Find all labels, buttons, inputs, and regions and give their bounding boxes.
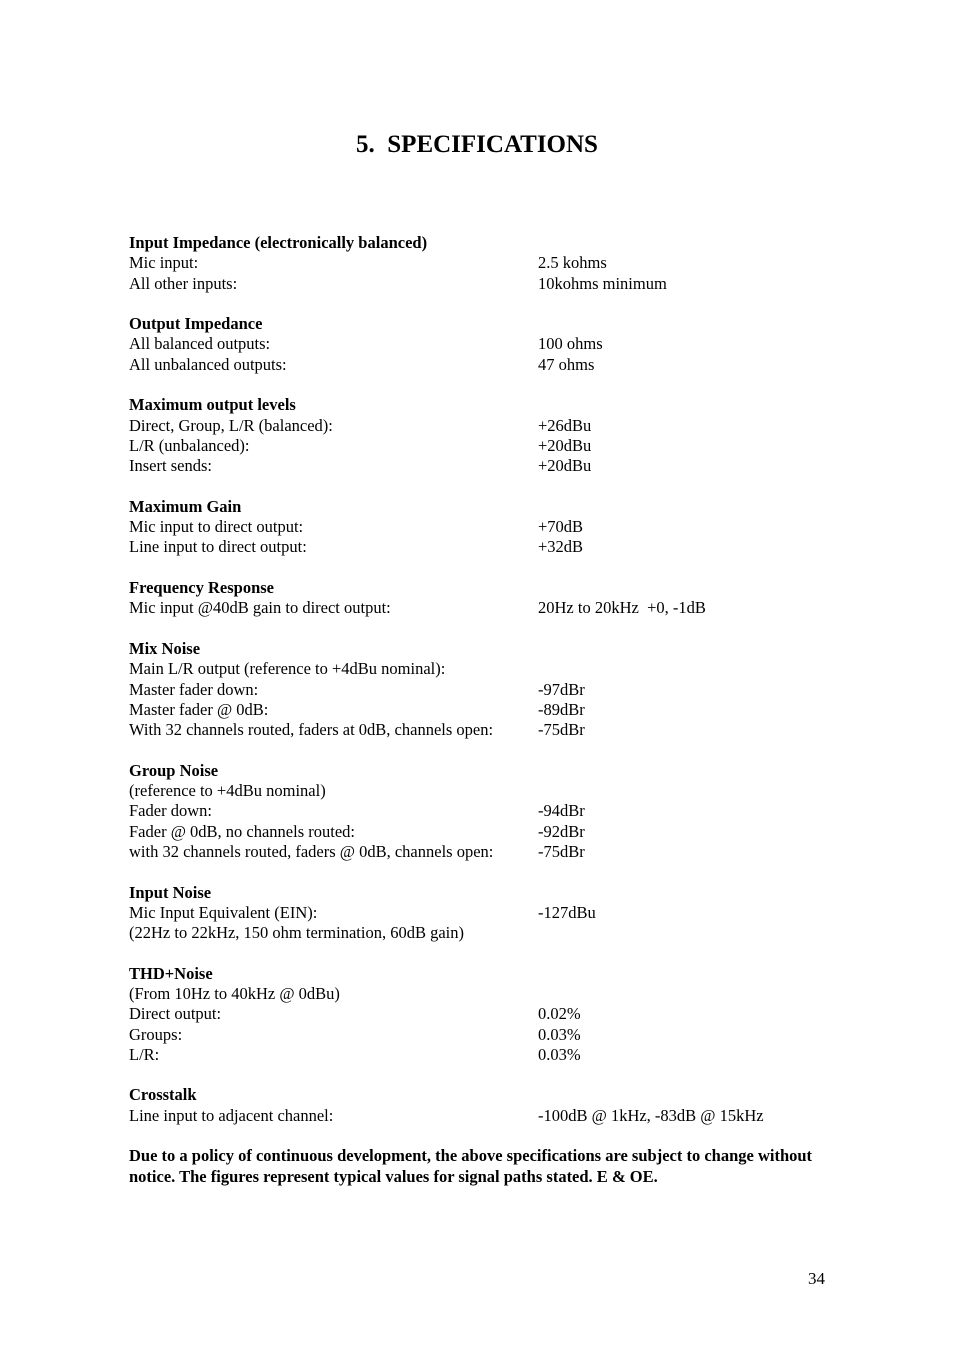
section-heading: Frequency Response <box>129 578 274 598</box>
spec-value: +26dBu <box>538 415 592 435</box>
spec-section <box>129 578 829 619</box>
spec-row <box>129 436 829 456</box>
spec-row <box>129 537 829 557</box>
section-heading: Output Impedance <box>129 314 263 334</box>
spec-row <box>129 822 829 842</box>
page-title: 5. SPECIFICATIONS <box>356 131 598 158</box>
spec-row <box>129 456 829 476</box>
spec-row <box>129 355 829 375</box>
spec-label: with 32 channels routed, faders @ 0dB, channels open: <box>129 841 494 861</box>
spec-value: 20Hz to 20kHz +0, -1dB <box>538 598 706 618</box>
spec-value: +20dBu <box>538 435 592 455</box>
spec-section <box>129 964 829 1065</box>
spec-value: +70dB <box>538 517 584 537</box>
spec-value: -75dBr <box>538 720 585 740</box>
spec-section <box>129 883 829 944</box>
spec-row <box>129 903 829 923</box>
spec-label: (reference to +4dBu nominal) <box>129 781 326 801</box>
spec-row <box>129 253 829 273</box>
spec-label: Groups: <box>129 1024 183 1044</box>
spec-row <box>129 517 829 537</box>
spec-label: L/R: <box>129 1044 160 1064</box>
spec-row <box>129 1004 829 1024</box>
spec-label: Line input to direct output: <box>129 537 307 557</box>
spec-row <box>129 598 829 618</box>
spec-row <box>129 720 829 740</box>
section-heading: Input Impedance (electronically balanced) <box>129 233 428 252</box>
spec-section <box>129 639 829 740</box>
spec-row <box>129 842 829 862</box>
spec-value: -127dBu <box>538 902 596 922</box>
spec-value: 2.5 kohms <box>538 253 607 273</box>
section-heading: Maximum Gain <box>129 496 242 516</box>
spec-value: 0.03% <box>538 1044 581 1064</box>
spec-section <box>129 395 829 476</box>
spec-value: -75dBr <box>538 841 585 861</box>
spec-label: Direct output: <box>129 1004 222 1024</box>
spec-label: Fader @ 0dB, no channels routed: <box>129 821 355 841</box>
section-heading: Mix Noise <box>129 638 201 658</box>
section-heading: Maximum output levels <box>129 395 296 415</box>
spec-label: Mic Input Equivalent (EIN): <box>129 902 318 922</box>
spec-label: Mic input @40dB gain to direct output: <box>129 598 391 618</box>
spec-label: Insert sends: <box>129 456 212 476</box>
spec-row <box>129 781 829 801</box>
spec-value: 47 ohms <box>538 354 595 374</box>
spec-section <box>129 314 829 375</box>
section-heading: Group Noise <box>129 760 219 780</box>
spec-label: Line input to adjacent channel: <box>129 1105 334 1125</box>
spec-value: -100dB @ 1kHz, -83dB @ 15kHz <box>538 1105 764 1125</box>
spec-label: Direct, Group, L/R (balanced): <box>129 415 333 435</box>
spec-row <box>129 334 829 354</box>
spec-label: All unbalanced outputs: <box>129 354 287 374</box>
spec-label: Mic input: <box>129 253 199 273</box>
spec-section <box>129 497 829 558</box>
disclaimer-note: Due to a policy of continuous development, the above specifications are subject to change without notice. The figures represent typical values for signal paths stated. E & OE. <box>129 1146 813 1186</box>
spec-row <box>129 680 829 700</box>
spec-value: +20dBu <box>538 456 592 476</box>
spec-value: -89dBr <box>538 699 585 719</box>
spec-label: L/R (unbalanced): <box>129 435 250 455</box>
spec-value: -92dBr <box>538 821 585 841</box>
spec-value: 100 ohms <box>538 334 603 354</box>
spec-label: All balanced outputs: <box>129 334 271 354</box>
spec-row <box>129 416 829 436</box>
spec-label: Mic input to direct output: <box>129 517 304 537</box>
spec-label: All other inputs: <box>129 273 238 293</box>
page-number: 34 <box>808 1269 825 1288</box>
specifications-list <box>129 233 829 1187</box>
spec-label: Main L/R output (reference to +4dBu nominal): <box>129 659 446 679</box>
spec-label: With 32 channels routed, faders at 0dB, channels open: <box>129 720 494 740</box>
spec-section <box>129 1085 829 1126</box>
spec-value: 10kohms minimum <box>538 273 667 293</box>
spec-value: 0.03% <box>538 1024 581 1044</box>
spec-row <box>129 1025 829 1045</box>
section-heading: THD+Noise <box>129 963 213 983</box>
spec-label: (From 10Hz to 40kHz @ 0dBu) <box>129 983 340 1003</box>
section-heading: Input Noise <box>129 882 212 902</box>
spec-value: +32dB <box>538 537 584 557</box>
spec-row <box>129 274 829 294</box>
spec-row <box>129 923 829 943</box>
spec-row <box>129 1045 829 1065</box>
spec-value: -94dBr <box>538 801 585 821</box>
spec-row <box>129 1106 829 1126</box>
spec-value: -97dBr <box>538 679 585 699</box>
spec-row <box>129 984 829 1004</box>
spec-label: Master fader down: <box>129 679 259 699</box>
spec-row <box>129 700 829 720</box>
spec-section <box>129 761 829 862</box>
spec-row <box>129 659 829 679</box>
spec-label: Fader down: <box>129 801 212 821</box>
spec-label: (22Hz to 22kHz, 150 ohm termination, 60dB gain) <box>129 923 464 943</box>
section-heading: Crosstalk <box>129 1085 197 1105</box>
spec-row <box>129 801 829 821</box>
spec-label: Master fader @ 0dB: <box>129 699 269 719</box>
spec-section <box>129 233 829 294</box>
spec-value: 0.02% <box>538 1004 581 1024</box>
